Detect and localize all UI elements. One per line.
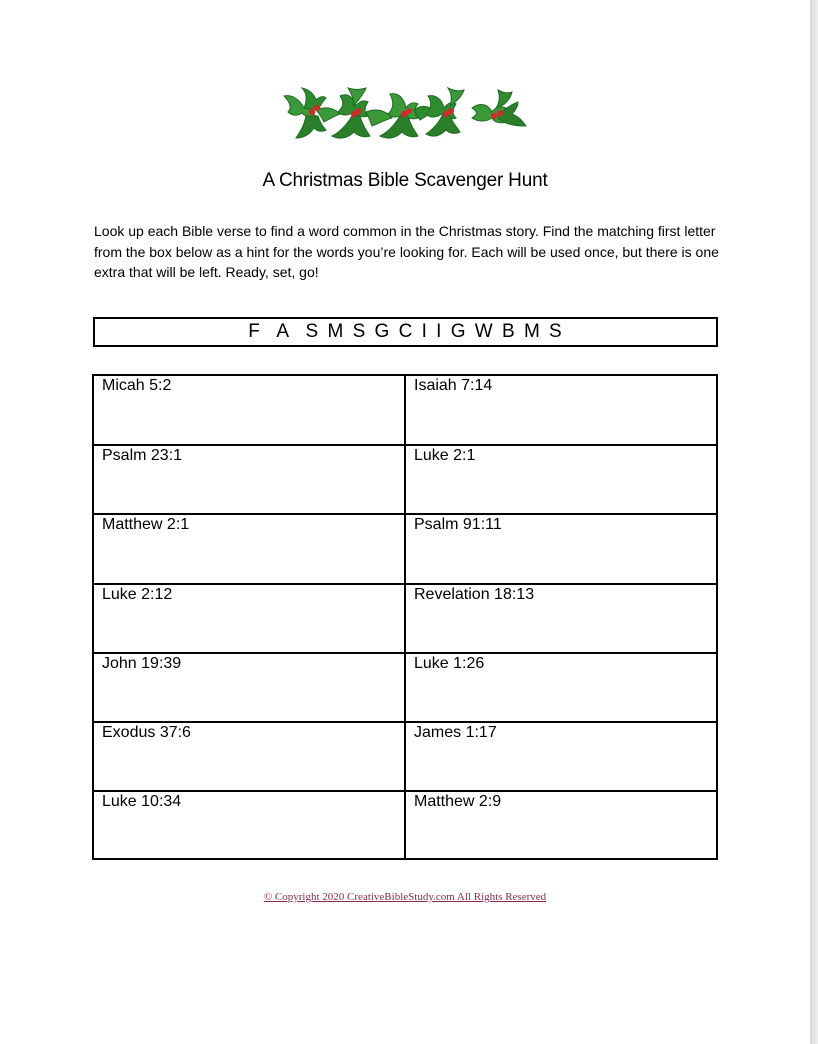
verse-cell: John 19:39 bbox=[93, 653, 405, 722]
verse-cell: Isaiah 7:14 bbox=[405, 375, 717, 445]
table-row bbox=[93, 722, 717, 791]
verse-cell: Matthew 2:1 bbox=[93, 514, 405, 584]
verse-cell: Psalm 91:11 bbox=[405, 514, 717, 584]
verse-cell: James 1:17 bbox=[405, 722, 717, 791]
letter-box-letters: F A S M S G C I I G W B M S bbox=[248, 321, 563, 342]
page-edge-shadow bbox=[810, 0, 818, 1044]
verse-cell: Exodus 37:6 bbox=[93, 722, 405, 791]
verse-cell: Micah 5:2 bbox=[93, 375, 405, 445]
table-row bbox=[93, 514, 717, 584]
copyright-link[interactable]: © Copyright 2020 CreativeBibleStudy.com All Rights Reserved bbox=[263, 891, 547, 903]
table-row bbox=[93, 653, 717, 722]
holly-icon bbox=[284, 88, 526, 138]
page-title: A Christmas Bible Scavenger Hunt bbox=[262, 170, 548, 191]
table-row bbox=[93, 791, 717, 859]
verse-cell: Luke 2:1 bbox=[405, 445, 717, 514]
verse-cell: Luke 2:12 bbox=[93, 584, 405, 653]
instructions-paragraph: Look up each Bible verse to find a word common in the Christmas story. Find the matching first letter from the box below as a hint for the words you’re looking for. Each will be used once, but there is one extra that will be left. Ready, set, go! bbox=[94, 223, 719, 280]
verse-cell: Revelation 18:13 bbox=[405, 584, 717, 653]
verse-cell: Luke 10:34 bbox=[93, 791, 405, 859]
holly-banner bbox=[282, 86, 530, 142]
table-row bbox=[93, 375, 717, 445]
verse-cell: Psalm 23:1 bbox=[93, 445, 405, 514]
table-row bbox=[93, 445, 717, 514]
verse-cell: Matthew 2:9 bbox=[405, 791, 717, 859]
table-row bbox=[93, 584, 717, 653]
verse-cell: Luke 1:26 bbox=[405, 653, 717, 722]
verse-table bbox=[92, 374, 718, 860]
letter-box bbox=[93, 317, 718, 347]
